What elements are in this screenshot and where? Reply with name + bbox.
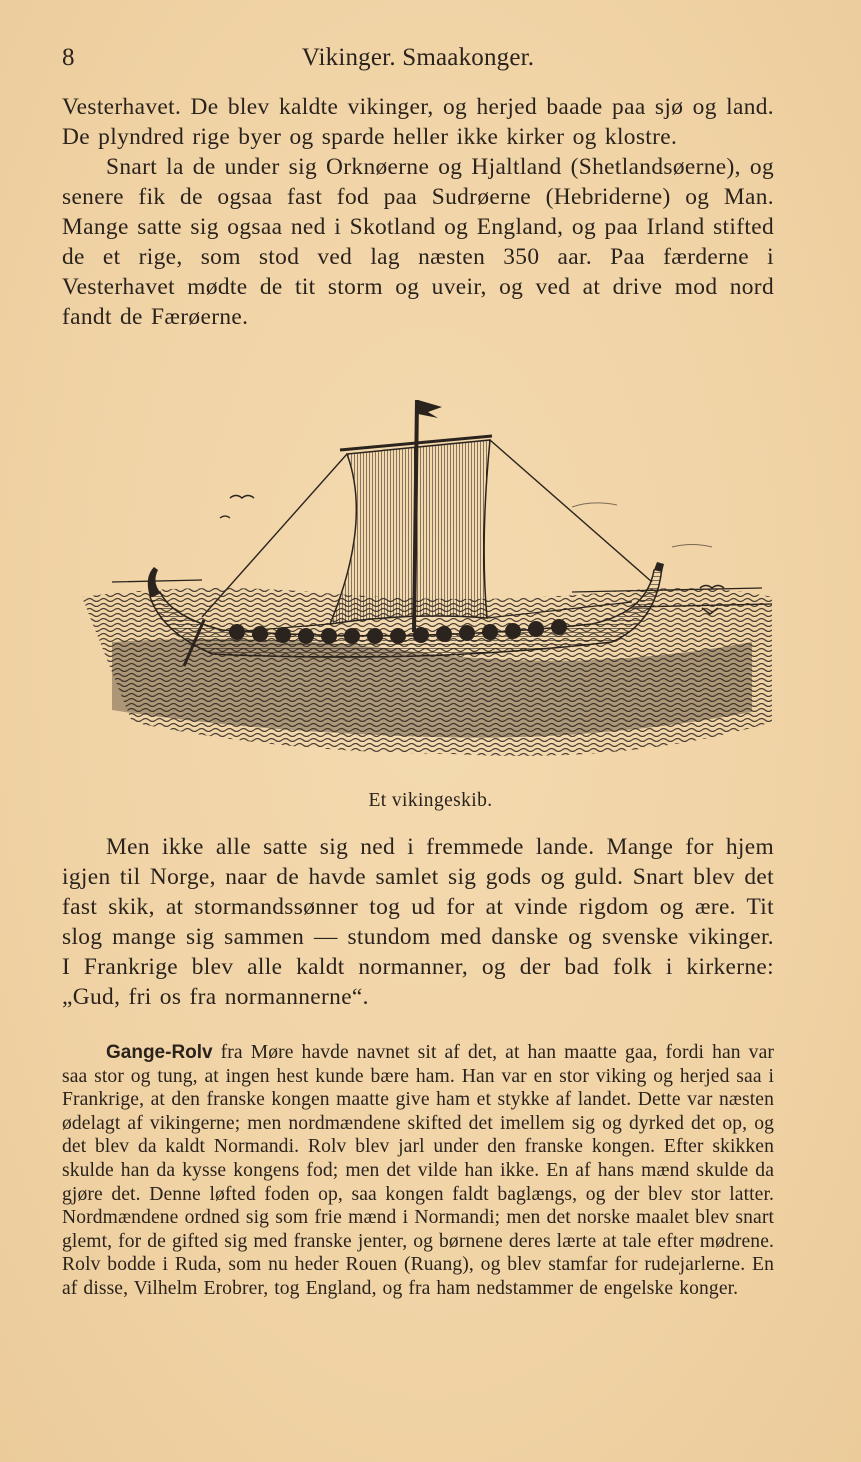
- viking-ship-illustration: [72, 392, 782, 772]
- paragraph-continued: Vesterhavet. De blev kaldte vikinger, og herjed baade paa sjø og land. De plyndred rige byer og sparde heller ikke kirker og klostre.: [62, 94, 774, 150]
- paragraph-gange-rolv: [62, 1041, 774, 1301]
- gange-rolv-text: fra Møre havde navnet sit af det, at han maatte gaa, fordi han var saa stor og tung, at ingen hest kunde bære ham. Han var en stor viking og herjed saa i Frankrige, at den franske kongen maatte give ham et stykke af landet. Dette var næsten ødelagt af vikingerne; men nordmændene skifted det imellem sig og dyrked det op, og det blev da kaldt Normandi. Rolv blev jarl under den franske kongen. Efter skikken skulde han da kysse kongens fod; men det vilde han ikke. En af hans mænd skulde da gjøre det. Denne løfted foden op, saa kongen faldt baglængs, og der blev stor latter. Nordmændene ordned sig som frie mænd i Normandi; men det norske maalet blev snart glemt, for de gifted sig med franske jenter, og børnene deres lærte at tale efter mødrene. Rolv bodde i Ruda, som nu heder Rouen (Ruang), og blev stamfar for rudejarlerne. En af disse, Vilhelm Erobrer, tog England, og fra ham nedstammer de engelske konger.: [62, 1042, 774, 1299]
- page-header: [62, 44, 774, 80]
- middle-text-block: [62, 832, 774, 1012]
- figure-caption: Et vikingeskib.: [368, 790, 493, 811]
- small-text-block: [62, 1041, 774, 1301]
- running-title: Vikinger. Smaakonger.: [301, 44, 535, 71]
- page-number: 8: [62, 44, 75, 71]
- top-text-block: [62, 92, 774, 332]
- paragraph-orkney: Snart la de under sig Orknøerne og Hjaltland (Shetlandsøerne), og senere fik de ogsaa fast fod paa Sudrøerne (Hebriderne) og Man. Mange satte sig ogsaa ned i Skotland og England, og paa Irland stifted de et rige, som stod ved lag næsten 350 aar. Paa færderne i Vesterhavet mødte de tit storm og uveir, og ved at drive mod nord fandt de Færøerne.: [62, 154, 774, 330]
- paragraph-normanner: Men ikke alle satte sig ned i fremmede lande. Mange for hjem igjen til Norge, naar de havde samlet sig gods og guld. Snart blev det fast skik, at stormandssønner tog ud for at vinde rigdom og ære. Tit slog mange sig sammen — stundom med danske og svenske vikinger. I Frankrige blev alle kaldt normanner, og der bad folk i kirkerne: „Gud, fri os fra normannerne“.: [62, 834, 774, 1010]
- viking-ship-drawing: [72, 392, 782, 772]
- gange-rolv-name: Gange-Rolv: [106, 1042, 213, 1063]
